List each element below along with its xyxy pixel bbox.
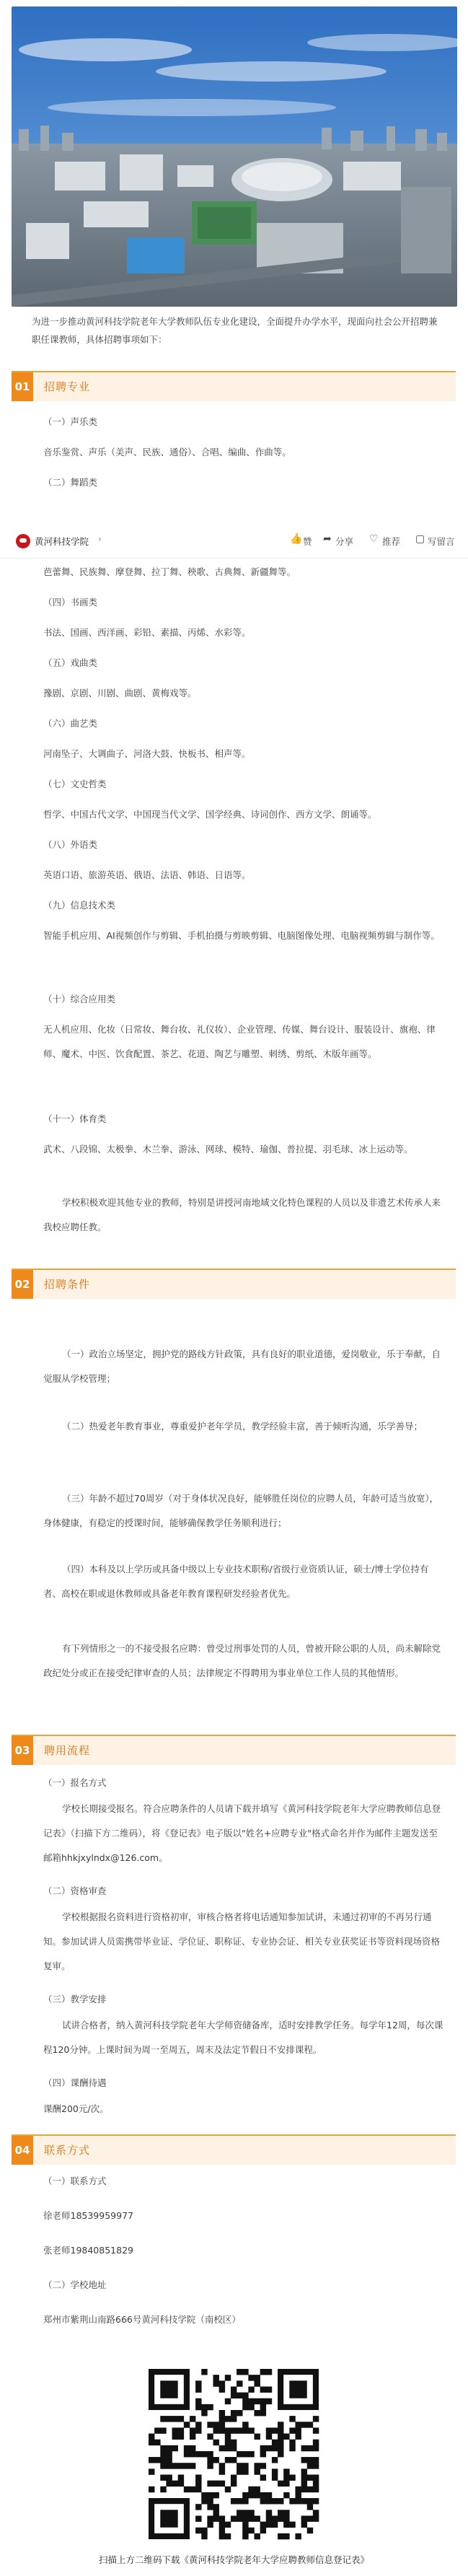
major-category-body: 无人机应用、化妆（日常妆、舞台妆、礼仪妆）、企业管理、传媒、舞台设计、服装设计、旗袍、律师、魔术、中医、饮食配置、茶艺、花道、陶艺与雕塑、刺绣、剪纸、木版年画等。 [43,1024,436,1059]
section-title: 招聘条件 [44,1278,91,1291]
section-header-process [12,1735,456,1765]
comment-icon[interactable]: ▢ [415,533,425,545]
major-category-title: （一）声乐类 [43,416,98,427]
major-category-body: 豫剧、京剧、川剧、曲剧、黄梅戏等。 [43,688,197,698]
like-button[interactable]: 赞 [303,536,312,547]
major-category-title: （八）外语类 [43,839,98,850]
section-header-contact [12,2134,456,2165]
section-header-majors [12,371,456,401]
section-title: 聘用流程 [44,1744,91,1757]
major-category-body: 河南坠子、大调曲子、河洛大鼓、快板书、相声等。 [43,748,251,759]
comment-button[interactable]: 写留言 [428,536,455,547]
share-button[interactable]: 分享 [335,536,354,547]
registration-form-qr-code[interactable] [127,2366,340,2542]
process-step-body: 试讲合格者，纳入黄河科技学院老年大学师资储备库，适时安排教学任务。每学年12周，每次课程120分钟。上课时间为周一至周五，周末及法定节假日不安排课程。 [43,2020,443,2055]
section-title: 联系方式 [44,2144,91,2157]
major-category-body: 智能手机应用、AI视频创作与剪辑、手机拍摄与剪映剪辑、电脑图像处理、电脑视频剪辑与制作等。 [43,930,440,941]
article-toolbar [0,524,468,558]
major-category-body: 音乐鉴赏、声乐（美声、民族、通俗）、合唱、编曲、作曲等。 [43,447,291,457]
major-category-title: （九）信息技术类 [43,900,116,911]
section-number: 02 [12,1270,33,1299]
major-category-body: 英语口语、旅游英语、俄语、法语、韩语、日语等。 [43,869,251,880]
section-number: 01 [12,372,33,401]
contact-phone[interactable]: 徐老师18539959977 [43,2210,133,2221]
campus-aerial-photo [12,6,457,307]
section-number: 03 [12,1736,33,1765]
major-category-title: （七）文史哲类 [43,779,107,789]
share-icon[interactable]: ➦ [323,533,332,545]
condition-item: （一）政治立场坚定，拥护党的路线方针政策，具有良好的职业道德，爱岗敬业，乐于奉献，自觉服从学校管理； [43,1349,441,1384]
section-header-conditions [12,1269,456,1299]
process-step-body: 课酬200元/次。 [43,2103,109,2114]
school-address: 郑州市紫荆山南路666号黄河科技学院（南校区） [43,2314,241,2325]
majors-closing-paragraph: 学校积极欢迎其他专业的教师，特别是讲授河南地域文化特色课程的人员以及非遗艺术传承人来我校应聘任教。 [43,1197,441,1232]
condition-item: （二）热爱老年教育事业，尊重爱护老年学员，教学经验丰富，善于倾听沟通，乐学善导； [62,1421,423,1432]
thumbs-up-icon[interactable]: 👍 [290,533,303,545]
major-category-title: （五）戏曲类 [43,657,98,668]
condition-item: 有下列情形之一的不接受报名应聘：曾受过刑事处罚的人员，曾被开除公职的人员，尚未解除党政纪处分或正在接受纪律审查的人员；法律规定不得聘用为事业单位工作人员的其他情形。 [43,1643,441,1678]
qr-caption: 扫描上方二维码下载《黄河科技学院老年大学应聘教师信息登记表》 [98,2554,369,2565]
contact-phone[interactable]: 张老师19840851829 [43,2245,133,2256]
section-number: 04 [12,2136,33,2165]
contact-title: （一）联系方式 [43,2176,107,2186]
major-category-title: （十）综合应用类 [43,994,116,1004]
process-step-body: 学校长期接受报名。符合应聘条件的人员请下载并填写《黄河科技学院老年大学应聘教师信息登记表》（扫描下方二维码），将《登记表》电子版以"姓名+应聘专业"格式命名并作为邮件主题发送至邮箱hhkjxylndx@126.com。 [43,1803,441,1863]
condition-item: （四）本科及以上学历或具备中级以上专业技术职称/省级行业资质认证，硕士/博士学位持有者、高校在职或退休教师或具备老年教育课程研发经验者优先。 [43,1564,429,1599]
process-step-title: （四）课酬待遇 [43,2077,107,2088]
heart-icon[interactable]: ♡ [369,533,379,545]
intro-paragraph: 为进一步推动黄河科技学院老年大学教师队伍专业化建设，全面提升办学水平，现面向社会公开招聘兼职任课教师，具体招聘事项如下： [32,316,438,345]
school-logo-icon[interactable] [16,534,30,548]
recommend-button[interactable]: 推荐 [382,536,401,547]
major-category-body: 书法、国画、西洋画、彩铅、素描、丙烯、水彩等。 [43,627,251,638]
section-title: 招聘专业 [44,380,91,393]
process-step-title: （三）教学安排 [43,1994,107,2005]
major-category-title: （六）曲艺类 [43,718,98,729]
account-name[interactable]: 黄河科技学院 [35,536,89,547]
process-step-title: （二）资格审查 [43,1885,107,1896]
major-category-title: （四）书画类 [43,597,98,608]
process-step-body: 学校根据报名资料进行资格初审，审核合格者将电话通知参加试讲，未通过初审的不再另行通知。参加试讲人员需携带毕业证、学位证、职称证、专业协会证、相关专业获奖证书等资料现场资格复审。 [43,1911,441,1971]
major-category-body: 武术、八段锦、太极拳、木兰拳、游泳、网球、模特、瑜伽、普拉提、羽毛球、冰上运动等。 [43,1144,413,1155]
major-category-body: 芭蕾舞、民族舞、摩登舞、拉丁舞、秧歌、古典舞、新疆舞等。 [43,566,296,577]
major-category-body: 哲学、中国古代文学、中国现当代文学、国学经典、诗词创作、西方文学、朗诵等。 [43,809,377,820]
chevron-right-icon[interactable]: › [98,534,102,544]
address-title: （二）学校地址 [43,2279,107,2290]
process-step-title: （一）报名方式 [43,1777,107,1788]
condition-item: （三）年龄不超过70周岁（对于身体状况良好，能够胜任岗位的应聘人员，年龄可适当放宽），身体健康，有稳定的授课时间，能够确保教学任务顺利进行； [43,1493,439,1528]
major-category-title: （十一）体育类 [43,1113,107,1124]
major-category-title: （二）舞蹈类 [43,477,98,488]
